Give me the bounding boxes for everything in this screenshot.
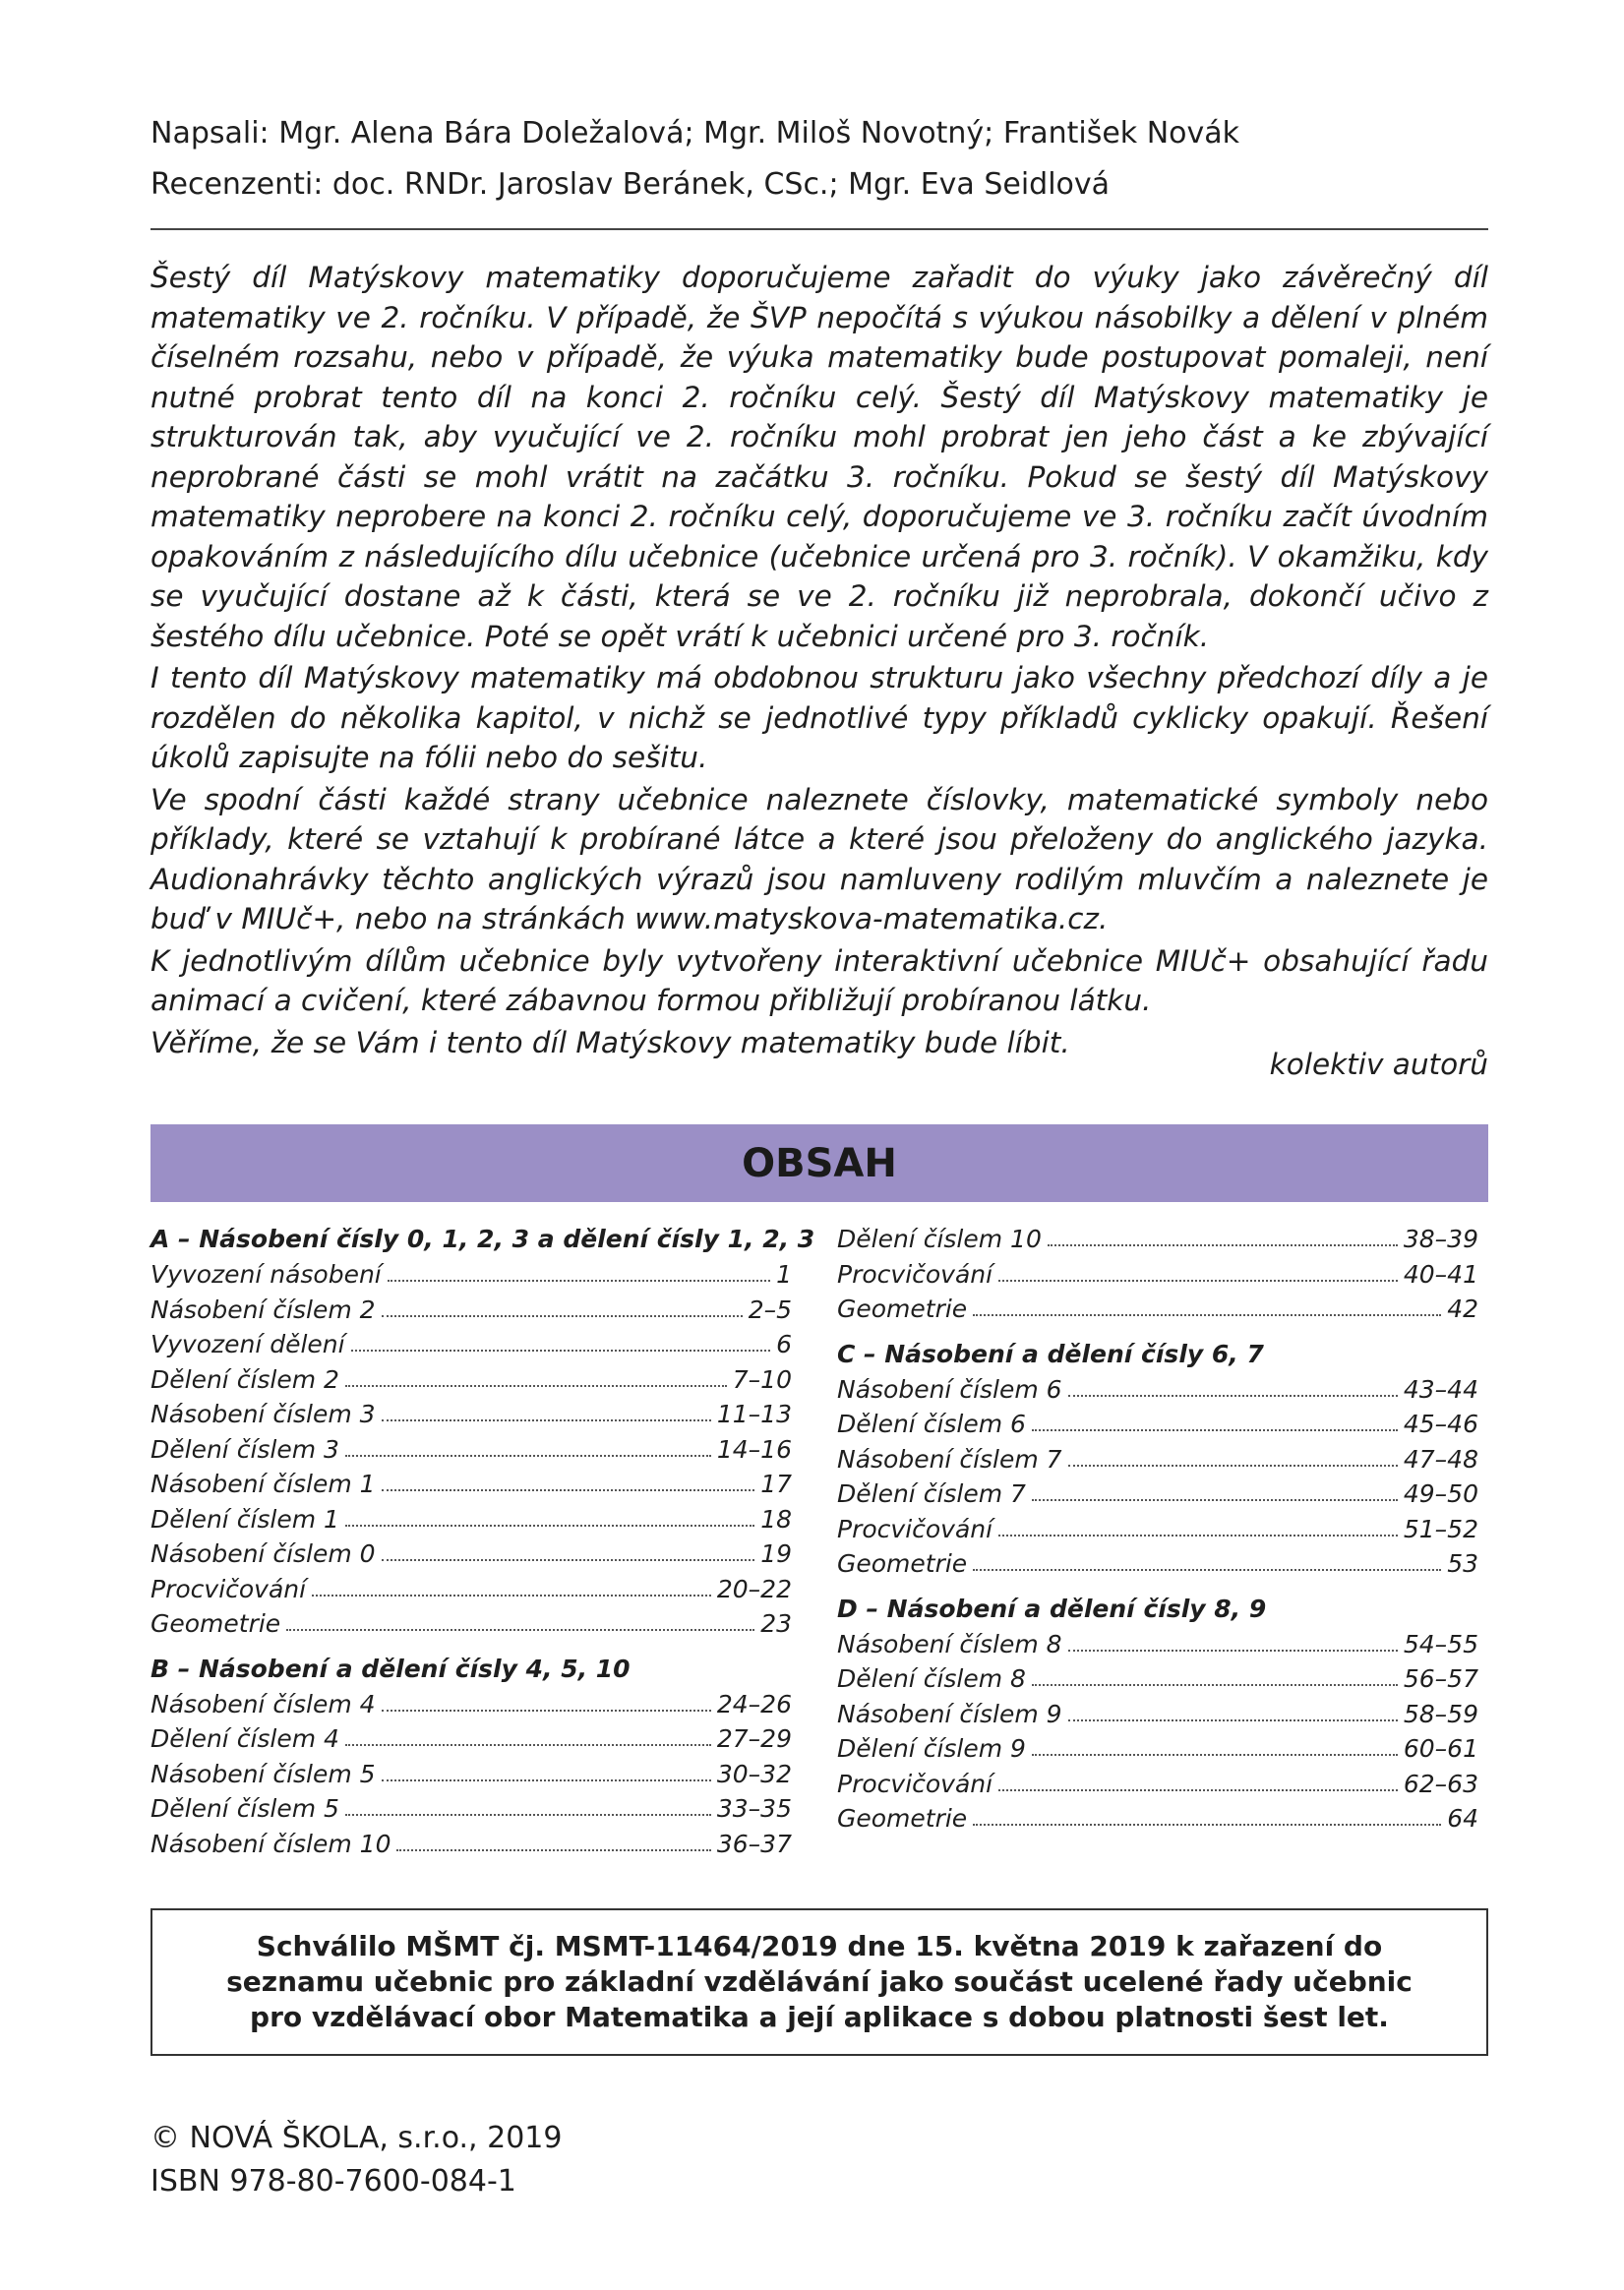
toc-leader-dots — [382, 1314, 743, 1317]
toc-entry — [150, 1791, 792, 1827]
toc-entry-label: Procvičování — [837, 1514, 993, 1543]
toc-entry-page: 14–16 — [716, 1434, 792, 1464]
toc-entry-label: Dělení číslem 2 — [150, 1364, 339, 1394]
footer — [150, 2117, 562, 2203]
toc-entry-label: Procvičování — [837, 1259, 993, 1289]
toc-leader-dots — [1032, 1683, 1398, 1686]
toc-leader-dots — [998, 1788, 1398, 1791]
intro-paragraph: I tento díl Matýskovy matematiky má obdobnou strukturu jako všechny předchozí díly a je rozdělen do několika kapitol, v nichž se jednotlivé typy příkladů cyklicky opakují. Řešení úkolů zapisujte na fólii nebo do sešitu. — [150, 661, 1488, 774]
toc-entry-page: 60–61 — [1403, 1734, 1478, 1763]
toc-entry-page: 23 — [760, 1609, 792, 1638]
toc-leader-dots — [286, 1628, 754, 1631]
toc-entry — [837, 1546, 1478, 1582]
toc-entry-page: 30–32 — [716, 1759, 792, 1788]
copyright: © NOVÁ ŠKOLA, s.r.o., 2019 — [150, 2121, 563, 2155]
toc-entry-label: Násobení číslem 5 — [150, 1759, 376, 1788]
toc-entry-label: Geometrie — [837, 1295, 968, 1323]
toc-entry-page: 24–26 — [716, 1689, 792, 1718]
toc-entry — [150, 1467, 792, 1502]
toc-entry — [837, 1222, 1478, 1257]
toc-leader-dots — [382, 1418, 711, 1421]
toc-entry-page: 19 — [760, 1539, 792, 1568]
signature: kolektiv autorů — [1269, 1048, 1488, 1081]
toc-entry — [150, 1721, 792, 1757]
toc-entry-page: 43–44 — [1403, 1374, 1478, 1404]
toc-entry-label: Násobení číslem 7 — [837, 1444, 1062, 1474]
toc-leader-dots — [973, 1823, 1441, 1826]
toc-entry-page: 56–57 — [1403, 1664, 1478, 1693]
toc-leader-dots — [388, 1279, 770, 1282]
toc-entry-label: Násobení číslem 1 — [150, 1470, 376, 1498]
toc-entry-page: 11–13 — [716, 1400, 792, 1428]
toc-entry-label: Geometrie — [837, 1804, 968, 1833]
toc-entry-page: 17 — [760, 1470, 792, 1498]
toc-entry — [837, 1661, 1478, 1697]
toc-entry-label: Násobení číslem 8 — [837, 1629, 1062, 1658]
toc-entry-label: Dělení číslem 1 — [150, 1504, 339, 1534]
toc-entry-label: Násobení číslem 0 — [150, 1539, 376, 1568]
reviewers-line: Recenzenti: doc. RNDr. Jaroslav Beránek, CSc.; Mgr. Eva Seidlová — [150, 167, 1111, 202]
toc-entry — [150, 1537, 792, 1572]
toc-entry — [837, 1801, 1478, 1837]
intro-paragraph: K jednotlivým dílům učebnice byly vytvořeny interaktivní učebnice MIUč+ obsahující řadu animací a cvičení, které zábavnou formou přibližují probíranou látku. — [150, 943, 1488, 1017]
toc-leader-dots — [1068, 1464, 1398, 1467]
toc-entry — [837, 1476, 1478, 1512]
toc-leader-dots — [1032, 1498, 1398, 1501]
toc-entry-label: Dělení číslem 3 — [150, 1434, 339, 1464]
toc-leader-dots — [312, 1594, 711, 1597]
toc-section-heading: D – Násobení a dělení čísly 8, 9 — [837, 1594, 1267, 1623]
toc-entry-label: Násobení číslem 3 — [150, 1400, 376, 1428]
toc-entry — [150, 1606, 792, 1642]
toc-leader-dots — [1068, 1394, 1398, 1397]
toc-entry — [837, 1372, 1478, 1408]
toc-leader-dots — [382, 1709, 711, 1712]
toc-entry-label: Geometrie — [150, 1609, 281, 1638]
toc-entry — [837, 1257, 1478, 1293]
toc-entry — [837, 1731, 1478, 1767]
toc-entry-page: 51–52 — [1403, 1514, 1478, 1543]
toc-entry — [150, 1572, 792, 1607]
toc-leader-dots — [382, 1778, 711, 1781]
intro-paragraph: Ve spodní části každé strany učebnice naleznete číslovky, matematické symboly nebo příklady, které se vztahují k probírané látce a které jsou přeloženy do anglického jazyka. Audionahrávky těchto anglických výrazů jsou namluveny rodilým mluvčím a naleznete je buď v MIUč+, nebo na stránkách www.matyskova-matematika.cz. — [150, 782, 1488, 935]
toc-entry — [150, 1432, 792, 1468]
toc-entry — [837, 1697, 1478, 1732]
toc-entry-page: 49–50 — [1403, 1479, 1478, 1508]
approval-box — [150, 1908, 1488, 2056]
toc-entry-page: 6 — [776, 1330, 792, 1358]
isbn: ISBN 978-80-7600-084-1 — [150, 2164, 516, 2199]
toc-entry-page: 1 — [776, 1260, 792, 1289]
toc-leader-dots — [345, 1743, 711, 1746]
toc-entry-label: Vyvození dělení — [150, 1330, 345, 1358]
toc-entry — [150, 1687, 792, 1722]
toc-leader-dots — [345, 1384, 727, 1387]
toc-entry-label: Dělení číslem 4 — [150, 1724, 339, 1753]
toc-entry-page: 54–55 — [1403, 1629, 1478, 1658]
toc-entry — [150, 1397, 792, 1432]
toc-entry-page: 40–41 — [1403, 1259, 1478, 1289]
toc-leader-dots — [998, 1534, 1398, 1537]
toc-entry-label: Dělení číslem 8 — [837, 1664, 1026, 1693]
toc-entry-label: Dělení číslem 10 — [837, 1225, 1042, 1253]
toc-column-left — [150, 1222, 815, 1861]
toc-entry — [150, 1362, 792, 1398]
toc-leader-dots — [1068, 1718, 1398, 1721]
toc-entry-label: Dělení číslem 5 — [150, 1794, 339, 1823]
toc-entry-label: Násobení číslem 2 — [150, 1295, 376, 1324]
toc-entry — [150, 1502, 792, 1537]
toc-title-bar — [150, 1124, 1488, 1202]
toc-leader-dots — [1048, 1243, 1398, 1246]
toc-leader-dots — [351, 1349, 770, 1352]
toc-leader-dots — [345, 1454, 711, 1457]
toc-entry-label: Násobení číslem 10 — [150, 1829, 391, 1858]
toc-entry — [150, 1257, 792, 1293]
toc-entry-page: 20–22 — [716, 1574, 792, 1603]
toc-entry — [837, 1512, 1478, 1547]
toc-entry-label: Procvičování — [150, 1574, 307, 1603]
toc-entry-label: Vyvození násobení — [150, 1260, 382, 1289]
toc-entry-page: 18 — [760, 1504, 792, 1534]
toc-entry-page: 36–37 — [716, 1829, 792, 1858]
toc-leader-dots — [1032, 1753, 1398, 1756]
toc-entry-label: Násobení číslem 6 — [837, 1374, 1062, 1404]
divider — [150, 228, 1488, 230]
toc-title: OBSAH — [742, 1140, 897, 1186]
toc-leader-dots — [973, 1313, 1441, 1316]
toc-entry-page: 33–35 — [716, 1794, 792, 1823]
toc-section-heading: B – Násobení a dělení čísly 4, 5, 10 — [150, 1654, 631, 1683]
toc-section-heading: C – Násobení a dělení čísly 6, 7 — [837, 1339, 1264, 1368]
toc-entry-page: 53 — [1447, 1549, 1478, 1578]
toc-entry-page: 47–48 — [1403, 1444, 1478, 1474]
toc-entry-page: 27–29 — [716, 1724, 792, 1753]
toc-entry-page: 42 — [1447, 1295, 1478, 1323]
toc-section-heading: A – Násobení čísly 0, 1, 2, 3 a dělení čísly 1, 2, 3 — [150, 1225, 815, 1253]
toc-entry — [837, 1407, 1478, 1442]
toc-entry-page: 62–63 — [1403, 1769, 1478, 1798]
toc-leader-dots — [382, 1488, 755, 1491]
toc-entry-label: Násobení číslem 4 — [150, 1689, 376, 1718]
toc-leader-dots — [998, 1279, 1398, 1282]
approval-text: Schválilo MŠMT čj. MSMT-11464/2019 dne 15. května 2019 k zařazení do seznamu učebnic pro základní vzdělávání jako součást ucelené řady učebnic pro vzdělávací obor Matematika a její aplikace s dobou platnosti šest let. — [226, 1930, 1413, 2033]
intro-paragraph: Věříme, že se Vám i tento díl Matýskovy matematiky bude líbit. — [150, 1025, 1070, 1059]
toc-entry-label: Dělení číslem 7 — [837, 1479, 1026, 1508]
credits — [150, 108, 1239, 211]
toc-entry-page: 58–59 — [1403, 1699, 1478, 1728]
authors-line: Napsali: Mgr. Alena Bára Doležalová; Mgr. Miloš Novotný; František Novák — [150, 116, 1240, 151]
toc-entry — [150, 1327, 792, 1362]
toc-entry — [837, 1292, 1478, 1327]
toc-entry — [150, 1827, 792, 1862]
toc-entry-page: 38–39 — [1403, 1225, 1478, 1253]
toc-leader-dots — [1032, 1428, 1398, 1431]
toc-leader-dots — [382, 1558, 755, 1561]
toc-entry-page: 45–46 — [1403, 1410, 1478, 1438]
toc-entry — [837, 1627, 1478, 1662]
intro-text — [150, 258, 1488, 1064]
toc-entry-page: 64 — [1447, 1804, 1478, 1833]
intro-paragraph: Šestý díl Matýskovy matematiky doporučujeme zařadit do výuky jako závěrečný díl matematiky ve 2. ročníku. V případě, že ŠVP nepočítá s výukou násobilky a dělení v plném číselném rozsahu, nebo v případě, že výuka matematiky bude postupovat pomaleji, není nutné probrat tento díl na konci 2. ročníku celý. Šestý díl Matýskovy matematiky je strukturován tak, aby vyučující ve 2. ročníku mohl probrat jen jeho část a ke zbývající neprobrané části se mohl vrátit na začátku 3. ročníku. Pokud se šestý díl Matýskovy matematiky neprobere na konci 2. ročníku celý, doporučujeme ve 3. ročníku začít úvodním opakováním z následujícího dílu učebnice (učebnice určená pro 3. ročník). V okamžiku, kdy se vyučující dostane až k části, která se ve 2. ročníku již neprobrala, dokončí učivo z šestého dílu učebnice. Poté se opět vrátí k učebnici určené pro 3. ročník. — [150, 261, 1488, 653]
toc-entry — [150, 1293, 792, 1328]
toc-leader-dots — [345, 1813, 711, 1816]
toc-leader-dots — [396, 1848, 710, 1851]
toc-entry-label: Geometrie — [837, 1549, 968, 1578]
toc-entry-page: 2–5 — [748, 1295, 792, 1324]
toc-leader-dots — [1068, 1649, 1398, 1652]
toc-entry-label: Dělení číslem 6 — [837, 1410, 1026, 1438]
toc-column-right — [837, 1222, 1478, 1837]
toc-entry-label: Procvičování — [837, 1769, 993, 1798]
toc-entry-label: Násobení číslem 9 — [837, 1699, 1062, 1728]
toc-entry-label: Dělení číslem 9 — [837, 1734, 1026, 1763]
toc-leader-dots — [973, 1568, 1441, 1571]
toc-entry — [837, 1442, 1478, 1477]
toc-entry-page: 7–10 — [732, 1364, 792, 1394]
toc-leader-dots — [345, 1524, 754, 1527]
toc-entry — [837, 1767, 1478, 1802]
toc-entry — [150, 1757, 792, 1792]
